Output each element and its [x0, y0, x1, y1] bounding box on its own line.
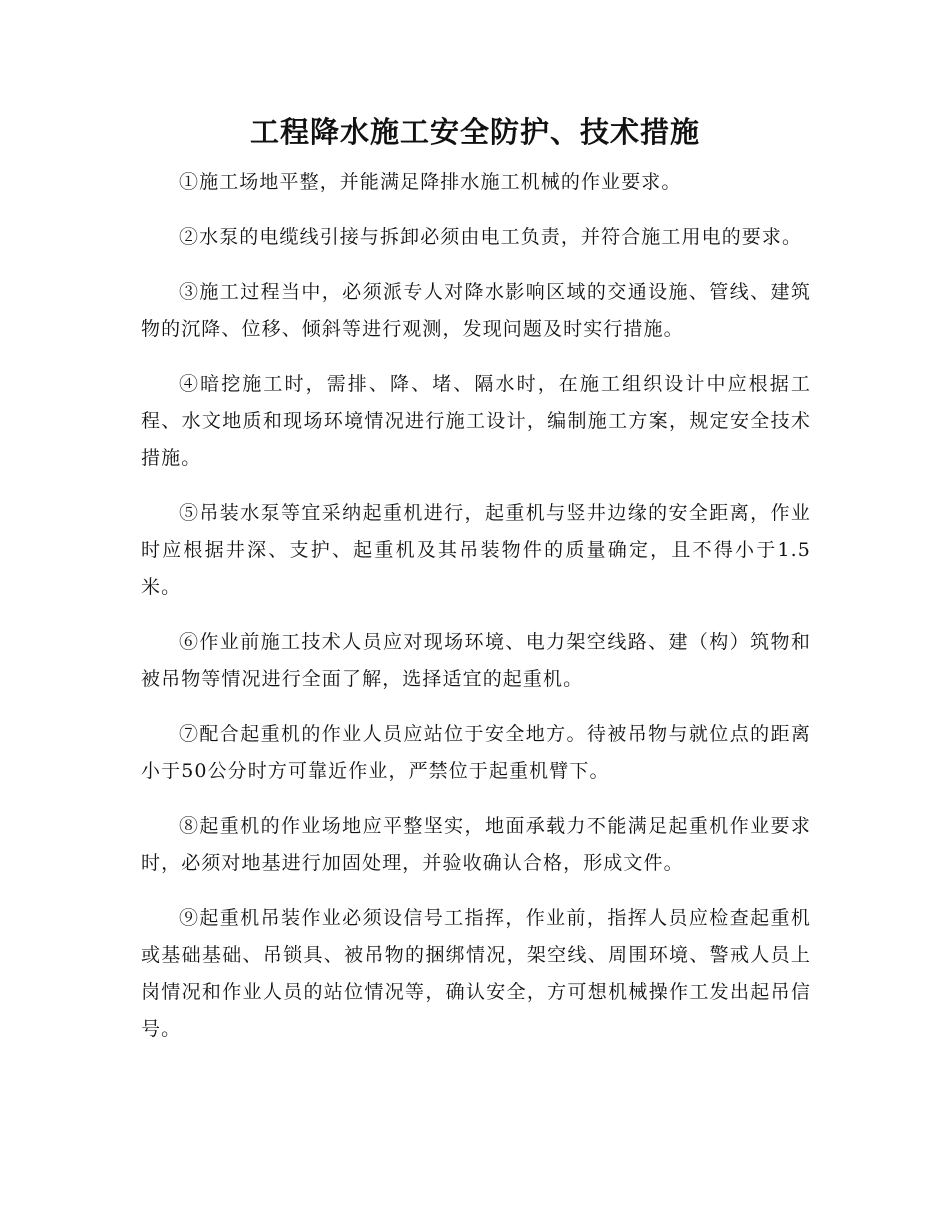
paragraph-4: ④暗挖施工时，需排、降、堵、隔水时，在施工组织设计中应根据工程、水文地质和现场环境情况进行施工设计，编制施工方案，规定安全技术措施。: [141, 373, 811, 469]
paragraph-5: ⑤吊装水泵等宜采纳起重机进行，起重机与竖井边缘的安全距离，作业时应根据井深、支护、起重机及其吊装物件的质量确定，且不得小于1.5米。: [141, 502, 811, 598]
paragraph-6: ⑥作业前施工技术人员应对现场环境、电力架空线路、建（构）筑物和被吊物等情况进行全面了解，选择适宜的起重机。: [141, 631, 811, 690]
paragraph-8: ⑧起重机的作业场地应平整坚实，地面承载力不能满足起重机作业要求时，必须对地基进行加固处理，并验收确认合格，形成文件。: [141, 815, 811, 874]
document-title: 工程降水施工安全防护、技术措施: [249, 115, 700, 149]
paragraph-9: ⑨起重机吊装作业必须设信号工指挥，作业前，指挥人员应检查起重机或基础基础、吊锁具、被吊物的捆绑情况，架空线、周围环境、警戒人员上岗情况和作业人员的站位情况等，确认安全，方可想机械操作工发出起吊信号。: [141, 907, 811, 1040]
document-body: [141, 164, 811, 1066]
paragraph-3: ③施工过程当中，必须派专人对降水影响区域的交通设施、管线、建筑物的沉降、位移、倾斜等进行观测，发现问题及时实行措施。: [141, 281, 811, 340]
paragraph-2: ②水泵的电缆线引接与拆卸必须由电工负责，并符合施工用电的要求。: [179, 226, 803, 248]
paragraph-1: ①施工场地平整，并能满足降排水施工机械的作业要求。: [179, 171, 682, 193]
paragraph-7: ⑦配合起重机的作业人员应站位于安全地方。待被吊物与就位点的距离小于50公分时方可靠近作业，严禁位于起重机臂下。: [141, 723, 811, 782]
